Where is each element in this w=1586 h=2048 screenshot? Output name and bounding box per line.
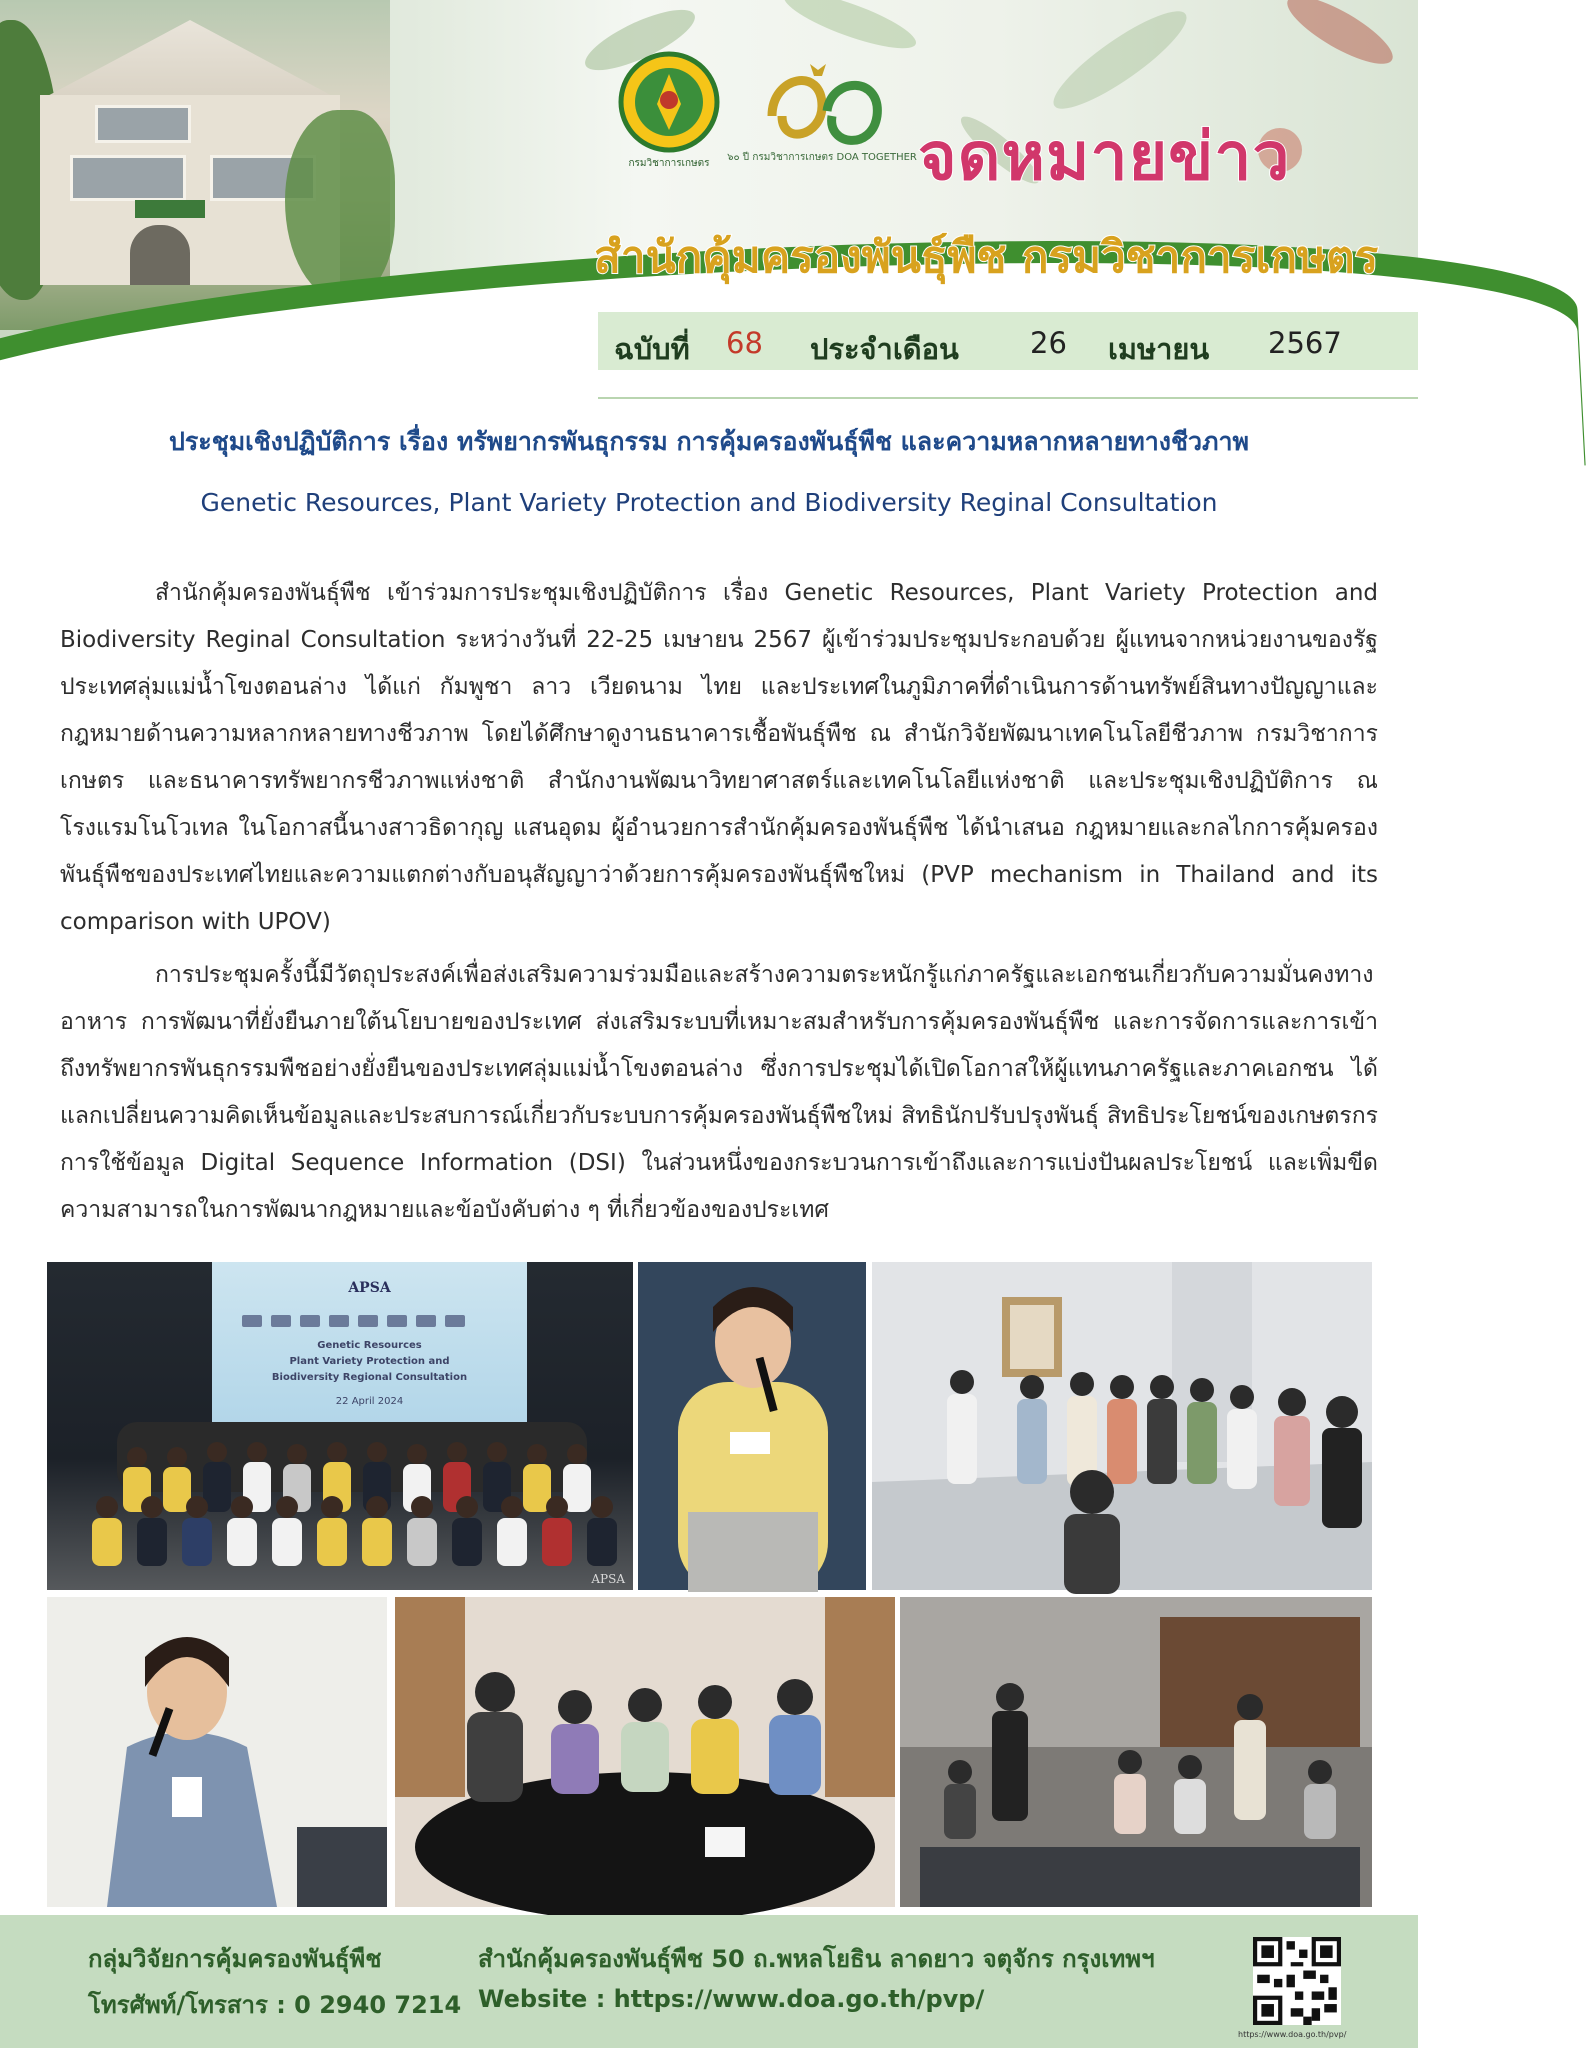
tree-decoration bbox=[285, 110, 395, 300]
visit-figure bbox=[872, 1262, 1372, 1590]
issue-year: 2567 bbox=[1268, 326, 1342, 360]
building-sign bbox=[135, 200, 205, 218]
footer-phone: โทรศัพท์/โทรสาร : 0 2940 7214 bbox=[88, 1991, 462, 2019]
newsletter-title: จดหมายข่าว bbox=[918, 118, 1291, 195]
photo-group-picture bbox=[47, 1262, 633, 1590]
group-people-figure bbox=[47, 1262, 633, 1590]
header-divider bbox=[598, 397, 1418, 399]
photo-meeting-room bbox=[900, 1597, 1372, 1907]
office-name: สำนักคุ้มครองพันธุ์พืช กรมวิชาการเกษตร bbox=[594, 232, 1379, 283]
building-roof bbox=[40, 20, 340, 100]
doa-60-years-logo bbox=[727, 56, 917, 184]
qr-code-icon[interactable] bbox=[1253, 1937, 1341, 2025]
photo-round-table bbox=[395, 1597, 895, 1907]
banner-line-2: Plant Variety Protection and bbox=[289, 1356, 450, 1367]
building-window bbox=[70, 155, 186, 201]
issue-bar bbox=[598, 312, 1418, 370]
photo-speaker bbox=[638, 1262, 866, 1590]
newsletter-header bbox=[0, 0, 1418, 400]
issue-month: เมษายน bbox=[1108, 332, 1210, 366]
issue-label: ฉบับที่ bbox=[614, 332, 690, 366]
footer-group: กลุ่มวิจัยการคุ้มครองพันธุ์พืช bbox=[88, 1945, 382, 1973]
banner-org: APSA bbox=[348, 1280, 391, 1296]
meeting-room-figure bbox=[900, 1597, 1372, 1907]
issue-number: 68 bbox=[726, 326, 763, 360]
photo-presenter bbox=[47, 1597, 387, 1907]
footer-address: สำนักคุ้มครองพันธุ์พืช 50 ถ.พหลโยธิน ลาดยาว จตุจักร กรุงเทพฯ bbox=[478, 1945, 1155, 1973]
article-paragraph-2: การประชุมครั้งนี้มีวัตถุประสงค์เพื่อส่งเสริมความร่วมมือและสร้างความตระหนักรู้แก่ภาครัฐและเอกชนเกี่ยวกับความมั่นคงทางอาหาร การพัฒนาที่ยั่งยืนภายใต้นโยบายของประเทศ ส่งเสริมระบบที่เหมาะสมสำหรับการคุ้มครองพันธุ์พืช และการจัดการและการเข้าถึงทรัพยากรพันธุกรรมพืชอย่างยั่งยืนของประเทศลุ่มแม่น้ำโขงตอนล่าง ซึ่งการประชุมได้เปิดโอกาสให้ผู้แทนภาครัฐและภาคเอกชน ได้แลกเปลี่ยนความคิดเห็นข้อมูลและประสบการณ์เกี่ยวกับระบบการคุ้มครองพันธุ์พืชใหม่ สิทธินักปรับปรุงพันธุ์ สิทธิประโยชน์ของเกษตรกร การใช้ข้อมูล Digital Sequence Information (DSI) ในส่วนหนึ่งของกระบวนการเข้าถึงและการแบ่งปันผลประโยชน์ และเพิ่มขีดความสามารถในการพัฒนากฎหมายและข้อบังคับต่าง ๆ ที่เกี่ยวข้องของประเทศ bbox=[60, 962, 1378, 1223]
building-photo bbox=[0, 0, 390, 330]
logo-60-caption: ๖๐ ปี กรมวิชาการเกษตร DOA TOGETHER bbox=[727, 152, 917, 163]
newsletter-footer bbox=[0, 1915, 1418, 2048]
round-table-figure bbox=[395, 1597, 895, 1907]
article-body bbox=[60, 570, 1378, 1240]
building-door bbox=[130, 225, 190, 285]
month-label: ประจำเดือน bbox=[810, 332, 959, 366]
presenter-figure bbox=[47, 1597, 387, 1907]
article-title-thai: ประชุมเชิงปฏิบัติการ เรื่อง ทรัพยากรพันธุกรรม การคุ้มครองพันธุ์พืช และความหลากหลายทางชีวภาพ bbox=[169, 427, 1249, 456]
banner-line-3: Biodiversity Regional Consultation bbox=[271, 1372, 468, 1383]
seal-caption: กรมวิชาการเกษตร bbox=[628, 158, 710, 169]
banner-line-1: Genetic Resources bbox=[317, 1340, 422, 1351]
article-title-english: Genetic Resources, Plant Variety Protection and Biodiversity Reginal Consultation bbox=[200, 488, 1218, 517]
photo-genebank-visit bbox=[872, 1262, 1372, 1590]
issue-day: 26 bbox=[1030, 326, 1067, 360]
banner-date: 22 April 2024 bbox=[335, 1396, 404, 1407]
article-paragraph-1: สำนักคุ้มครองพันธุ์พืช เข้าร่วมการประชุมเชิงปฏิบัติการ เรื่อง Genetic Resources, Plant Variety Protection and Biodiversity Reginal Consultation ระหว่างวันที่ 22-25 เมษายน 2567 ผู้เข้าร่วมประชุมประกอบด้วย ผู้แทนจากหน่วยงานของรัฐประเทศลุ่มแม่น้ำโขงตอนล่าง ได้แก่ กัมพูชา ลาว เวียดนาม ไทย และประเทศในภูมิภาคที่ดำเนินการด้านทรัพย์สินทางปัญญาและกฎหมายด้านความหลากหลายทางชีวภาพ โดยได้ศึกษาดูงานธนาคารเชื้อพันธุ์พืช ณ สำนักวิจัยพัฒนาเทคโนโลยีชีวภาพ กรมวิชาการเกษตร และธนาคารทรัพยากรชีวภาพแห่งชาติ สำนักงานพัฒนาวิทยาศาสตร์และเทคโนโลยีแห่งชาติ และประชุมเชิงปฏิบัติการ ณ โรงแรมโนโวเทล ในโอกาสนี้นางสาวธิดากุญ แสนอุดม ผู้อำนวยการสำนักคุ้มครองพันธุ์พืช ได้นำเสนอ กฎหมายและกลไกการคุ้มครองพันธุ์พืชของประเทศไทยและความแตกต่างกับอนุสัญญาว่าด้วยการคุ้มครองพันธุ์พืชใหม่ (PVP mechanism in Thailand and its comparison with UPOV) bbox=[60, 580, 1378, 935]
footer-website-link[interactable]: Website : https://www.doa.go.th/pvp/ bbox=[478, 1985, 985, 2013]
qr-caption: https://www.doa.go.th/pvp/ bbox=[1238, 2030, 1347, 2039]
doa-seal-logo bbox=[614, 52, 724, 170]
building-window bbox=[95, 105, 191, 143]
photo-watermark: APSA bbox=[591, 1572, 625, 1586]
speaker-figure bbox=[638, 1262, 866, 1590]
